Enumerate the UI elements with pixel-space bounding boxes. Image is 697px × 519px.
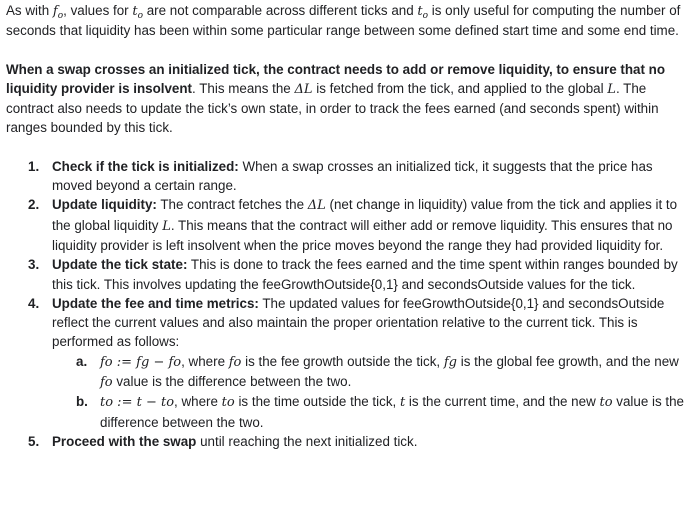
step-text: This is done to track the fees earned and the time spent within ranges bounded by this tick. This involves updating the feeGrowthOutside{0,1} and secondsOutside values for the tick. [52, 257, 678, 292]
to-symbol: to [221, 395, 235, 411]
step-title: Proceed with the swap [52, 433, 197, 449]
intro-text: is only useful for computing the number of seconds that liquidity has been within some particular range between some defined start time and some end time. [6, 3, 681, 39]
sub-list-item: b. to := t − to, where to is the time outside the tick, t is the current time, and the new to value is the difference between the two. [76, 394, 684, 430]
fo-symbol: fo [228, 354, 242, 370]
f-o-symbol: $f_o$ [52, 4, 64, 21]
to-symbol: to [599, 395, 613, 411]
step-text: When a swap crosses an initialized tick, it suggests that the price has moved beyond a certain range. [52, 158, 653, 194]
document-body [0, 1, 697, 451]
list-item [6, 432, 691, 451]
list-item: 2. Update liquidity: The contract fetches the ΔL (net change in liquidity) value from the tick and applies it to the global liquidity L. This means that the contract will either add or remove liquidity. This ensures that no liquidity provider is left insolvent when the price moves beyond the range they had provided liquidity for. [28, 197, 678, 253]
sub-list-letter: a. [76, 353, 88, 369]
step-title: Update the fee and time metrics: [52, 295, 259, 311]
fg-symbol: fg [443, 354, 457, 370]
fee-formula: fo := fg − fo [100, 354, 182, 370]
swap-bold-lead: When a swap crosses an initialized tick, the contract needs to add or remove liquidity, to ensure that no liquidity provider is insolvent [6, 61, 666, 96]
delta-l-symbol: ΔL [307, 198, 326, 214]
t-o-symbol: $t_o$ [417, 4, 429, 21]
steps-list [6, 157, 691, 451]
t-o-symbol: $t_o$ [132, 4, 143, 21]
step-title: Update liquidity: [52, 197, 157, 213]
list-item [6, 294, 691, 432]
sub-list-item: a. fo := fg − fo, where fo is the fee growth outside the tick, fg is the global fee growth, and the new fo value is the difference between the two. [76, 353, 679, 391]
list-number: 4. [28, 295, 40, 311]
step-title: Check if the tick is initialized: [52, 158, 239, 174]
step-text: until reaching the next initialized tick. [196, 433, 418, 449]
intro-paragraph [6, 1, 691, 41]
time-formula: to := t − to [100, 395, 175, 411]
l-symbol: L [162, 218, 171, 234]
list-number: 1. [28, 158, 40, 174]
swap-paragraph: When a swap crosses an initialized tick, the contract needs to add or remove liquidity, to ensure that no liquidity provider is insolvent. This means the ΔL is fetched from the tick, and applied to the global L. The contract also needs to update the tick’s own state, in order to track the fees earned (and seconds spent) within ranges bounded by this tick. [6, 61, 666, 136]
intro-text: As with [6, 3, 53, 18]
t-symbol: t [399, 395, 406, 411]
l-symbol: L [607, 81, 616, 97]
list-item [6, 255, 691, 294]
sub-list-letter: b. [76, 394, 88, 410]
list-number: 2. [28, 197, 40, 213]
fo-symbol: fo [100, 375, 113, 391]
list-item [6, 157, 691, 196]
step-text: The updated values for feeGrowthOutside{0,1} and secondsOutside reflect the current values and also maintain the proper orientation relative to the current tick. This is performed as follows: [52, 295, 665, 350]
intro-text: , values for [63, 3, 133, 18]
step-title: Update the tick state: [52, 257, 188, 273]
list-number: 3. [28, 257, 40, 273]
delta-l-symbol: ΔL [294, 81, 313, 97]
intro-text: are not comparable across different ticks and [143, 3, 418, 18]
list-number: 5. [28, 433, 40, 449]
sub-steps-list [52, 352, 691, 432]
